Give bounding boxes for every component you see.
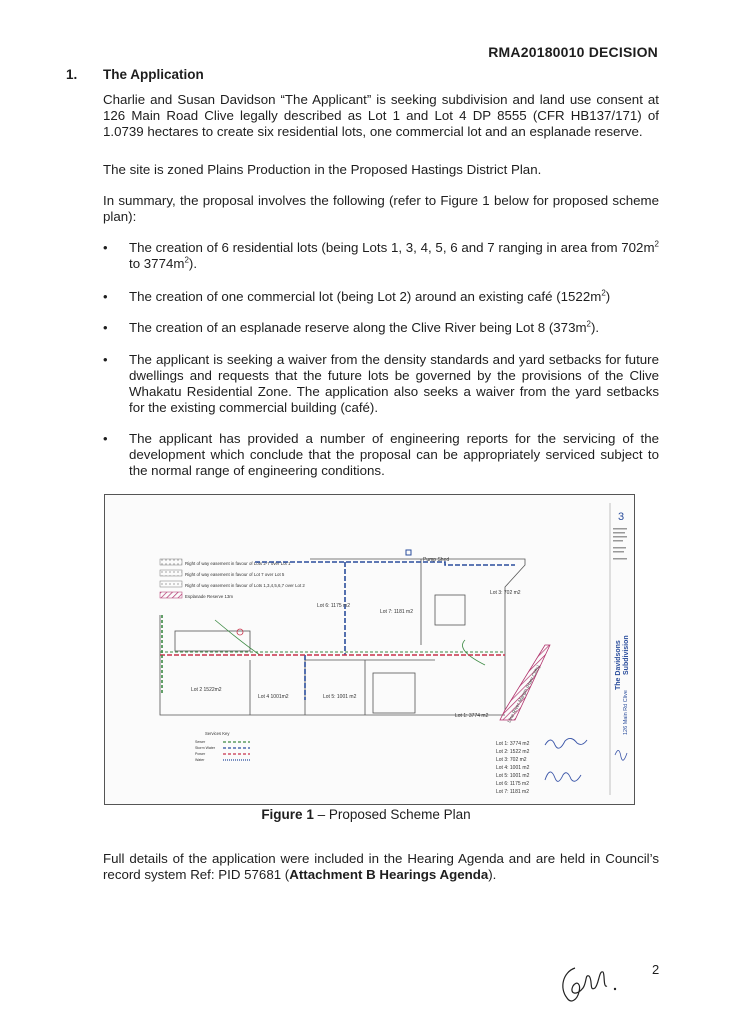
services-key — [195, 731, 250, 762]
area-row: Lot 1: 3774 m2 — [496, 741, 530, 747]
bullet-commercial-lot: The creation of one commercial lot (being Lot 2) around an existing café $(1522m^2)$ — [129, 288, 611, 304]
lot-label: Lot 3: 702 m2 — [490, 590, 521, 596]
summary-paragraph: In summary, the proposal involves the following (refer to Figure 1 below for proposed scheme plan): — [103, 193, 659, 224]
initials-signature — [555, 958, 625, 1013]
bullet-marker: • — [103, 320, 108, 335]
section-number: 1. — [66, 67, 78, 82]
title-block-project: Subdivision — [623, 635, 630, 675]
lot-area-table — [496, 741, 530, 795]
esplanade-reserve — [500, 645, 550, 720]
bullet-engineering: The applicant has provided a number of engineering reports for the servicing of the development which conclude that the proposal can be appropriately serviced subject to the normal range of engineering conditions. — [129, 431, 659, 478]
legend-swatch-row2 — [160, 570, 182, 576]
services-key-item: Power — [195, 752, 206, 756]
area-row: Lot 6: 1175 m2 — [496, 781, 529, 787]
page-number: 2 — [652, 962, 660, 977]
zoning-paragraph: The site is zoned Plains Production in the Proposed Hastings District Plan. — [103, 162, 542, 177]
area-row: Lot 7: 1181 m2 — [496, 789, 529, 795]
legend-text-4: Esplanade Reserve 13m — [185, 594, 234, 599]
blue-service-line — [255, 562, 515, 565]
bullet-marker: • — [103, 431, 108, 446]
bullet-waiver: The applicant is seeking a waiver from the density standards and yard setbacks for future dwellings and requests that the future lots be governed by the provisions of the Clive Whakatu Residential Zone. The application also seeks a waiver from the yard setbacks for the existing commercial building (café). — [129, 352, 659, 415]
area-row: Lot 2: 1522 m2 — [496, 749, 530, 755]
area-row: Lot 5: 1001 m2 — [496, 773, 530, 779]
title-block — [610, 503, 630, 795]
site-boundary-north — [310, 559, 525, 710]
legend-swatch-row1 — [160, 559, 182, 565]
bullet-residential-lots: The creation of 6 residential lots (being Lots 1, 3, 4, 5, 6 and 7 ranging in area from $702m^2$ to $3774m^2$). — [129, 239, 659, 271]
lot-label: Lot 6: 1175 m2 — [317, 603, 350, 609]
legend-text-2: Right of way easement in favour of Lot 7 over Lot 5 — [185, 572, 285, 577]
area-row: Lot 4: 1001 m2 — [496, 765, 530, 771]
lot-label: Lot 7: 1181 m2 — [380, 609, 413, 615]
area-row: Lot 3: 702 m2 — [496, 757, 527, 763]
services-key-item: Storm Water — [195, 746, 216, 750]
services-key-item: Sewer — [195, 740, 206, 744]
lot-label: Lot 5: 1001 m2 — [323, 694, 357, 700]
existing-building — [373, 673, 415, 713]
title-block-signature — [615, 750, 627, 760]
existing-building — [435, 595, 465, 625]
plan-signature-1 — [545, 738, 587, 748]
section-title: The Application — [103, 67, 204, 82]
document-reference: RMA20180010 DECISION — [488, 44, 658, 60]
bullet-marker: • — [103, 289, 108, 304]
sheet-number: 3 — [618, 511, 625, 523]
legend-text-3: Right of way easement in favour of Lots 1,3,4,5,6,7 over Lot 2 — [185, 583, 305, 588]
manhole-symbol — [237, 629, 243, 635]
title-block-client: The Davidsons — [615, 640, 622, 690]
pump-shed-label: Pump Shed — [423, 557, 450, 563]
figure-caption: Figure 1 – Proposed Scheme Plan — [261, 807, 471, 822]
pump-shed-marker — [406, 550, 411, 555]
legend-swatch-row3 — [160, 581, 182, 587]
title-block-notes — [613, 528, 627, 560]
plan-signature-2 — [545, 772, 581, 781]
cafe-building — [175, 631, 250, 651]
scheme-plan-figure — [104, 494, 635, 805]
lot-label: Lot 4 1001m2 — [258, 694, 289, 700]
services-key-item: Water — [195, 758, 205, 762]
site-boundary-south — [160, 615, 505, 715]
bullet-marker: • — [103, 240, 108, 255]
legend-swatch-reserve — [160, 592, 182, 598]
details-paragraph: Full details of the application were included in the Hearing Agenda and are held in Council’s record system Ref: PID 57681 (Attachment B Hearings Agenda). — [103, 851, 659, 882]
title-block-address: 126 Main Rd Clive — [623, 690, 629, 735]
legend-text-1: Right of way easement in favour of Lots 2-7 over Lot 1 — [185, 561, 291, 566]
driveway-curve — [215, 620, 260, 655]
intro-paragraph: Charlie and Susan Davidson “The Applicant” is seeking subdivision and land use consent at 126 Main Road Clive legally described as Lot 1 and Lot 4 DP 8555 (CFR HB137/171) of 1.0739 hectares to create six residential lots, one commercial lot and an esplanade reserve. — [103, 92, 659, 139]
scheme-plan-drawing — [105, 495, 634, 804]
lot-label: Lot 2 1522m2 — [191, 687, 222, 693]
river-label: Line River Margin (Ham Cliffs) — [507, 664, 542, 724]
services-key-title: Services Key — [205, 731, 230, 736]
plan-legend — [160, 559, 305, 599]
lot-label: Lot 1: 3774 m2 — [455, 713, 489, 719]
bullet-marker: • — [103, 352, 108, 367]
bullet-esplanade-reserve: The creation of an esplanade reserve along the Clive River being Lot 8 $(373m^2)$. — [129, 319, 600, 335]
